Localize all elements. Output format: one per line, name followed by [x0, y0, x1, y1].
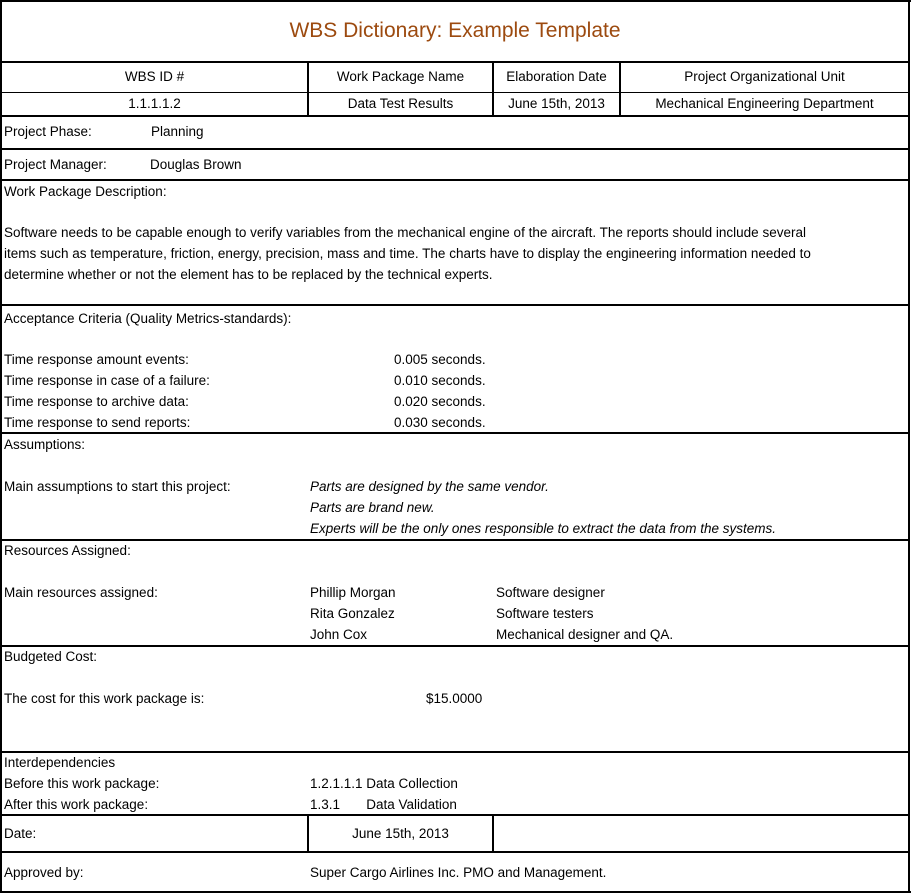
project-manager-value: Douglas Brown [150, 157, 242, 172]
budget-value: $15.0000 [426, 691, 483, 706]
resource-name: John Cox [310, 627, 368, 642]
divider-phase [0, 148, 910, 150]
acceptance-label: Acceptance Criteria (Quality Metrics-standards): [4, 311, 292, 326]
border-top [0, 0, 911, 2]
project-phase-label: Project Phase: [4, 124, 92, 139]
acceptance-item-name: Time response in case of a failure: [4, 373, 210, 388]
assumptions-label: Assumptions: [4, 437, 86, 452]
border-left [0, 0, 2, 893]
description-line: items such as temperature, friction, energy, precision, mass and time. The charts have to display the engineering information needed to [4, 246, 811, 261]
divider-acceptance [0, 432, 910, 434]
border-bottom [0, 891, 911, 893]
project-phase-value: Planning [151, 124, 204, 139]
date-label: Date: [4, 826, 37, 841]
divider-budget [0, 751, 910, 753]
divider-header-values [0, 115, 910, 117]
wbs-id-value: 1.1.1.1.2 [128, 96, 181, 111]
acceptance-item-value: 0.030 seconds. [394, 415, 486, 430]
after-value: 1.3.1 Data Validation [310, 797, 457, 812]
divider-title [0, 61, 910, 63]
date-value: June 15th, 2013 [352, 826, 449, 841]
elaboration-date-value: June 15th, 2013 [508, 96, 605, 111]
resource-name: Phillip Morgan [310, 585, 396, 600]
main-assumptions-label: Main assumptions to start this project: [4, 479, 231, 494]
project-manager-label: Project Manager: [4, 157, 107, 172]
budget-label: Budgeted Cost: [4, 649, 98, 664]
assumption-item: Parts are brand new. [310, 500, 435, 515]
before-label: Before this work package: [4, 776, 160, 791]
acceptance-item-name: Time response to send reports: [4, 415, 191, 430]
description-label: Work Package Description: [4, 184, 167, 199]
wbs-id-label: WBS ID # [124, 69, 185, 84]
acceptance-item-value: 0.005 seconds. [394, 352, 486, 367]
divider-manager [0, 179, 910, 181]
approved-value: Super Cargo Airlines Inc. PMO and Management. [310, 865, 607, 880]
divider-assumptions [0, 539, 910, 541]
resources-label: Resources Assigned: [4, 543, 131, 558]
border-right [908, 0, 910, 893]
work-package-value: Data Test Results [347, 96, 454, 111]
elaboration-date-label: Elaboration Date [506, 69, 607, 84]
acceptance-item-value: 0.020 seconds. [394, 394, 486, 409]
resource-role: Software testers [496, 606, 594, 621]
divider-interdependencies [0, 814, 910, 816]
divider-header-labels [0, 92, 910, 93]
assumption-item: Parts are designed by the same vendor. [310, 479, 549, 494]
divider-date [0, 851, 910, 853]
acceptance-item-name: Time response amount events: [4, 352, 189, 367]
description-line: determine whether or not the element has to be replaced by the technical experts. [4, 267, 493, 282]
divider-resources [0, 645, 910, 647]
interdependencies-label: Interdependencies [4, 755, 116, 770]
budget-text: The cost for this work package is: [4, 691, 205, 706]
assumption-item: Experts will be the only ones responsible to extract the data from the systems. [310, 521, 776, 536]
work-package-label: Work Package Name [336, 69, 465, 84]
main-resources-label: Main resources assigned: [4, 585, 158, 600]
approved-label: Approved by: [4, 865, 84, 880]
description-line: Software needs to be capable enough to verify variables from the mechanical engine of the aircraft. The reports should include several [4, 225, 806, 240]
before-value: 1.2.1.1.1 Data Collection [310, 776, 458, 791]
org-unit-label: Project Organizational Unit [684, 69, 845, 84]
date-col-divider-2 [492, 815, 494, 852]
after-label: After this work package: [4, 797, 149, 812]
resource-name: Rita Gonzalez [310, 606, 395, 621]
resource-role: Mechanical designer and QA. [496, 627, 674, 642]
divider-description [0, 304, 910, 306]
resource-role: Software designer [496, 585, 605, 600]
org-unit-value: Mechanical Engineering Department [655, 96, 874, 111]
page-title: WBS Dictionary: Example Template [289, 19, 621, 42]
acceptance-item-value: 0.010 seconds. [394, 373, 486, 388]
acceptance-item-name: Time response to archive data: [4, 394, 189, 409]
